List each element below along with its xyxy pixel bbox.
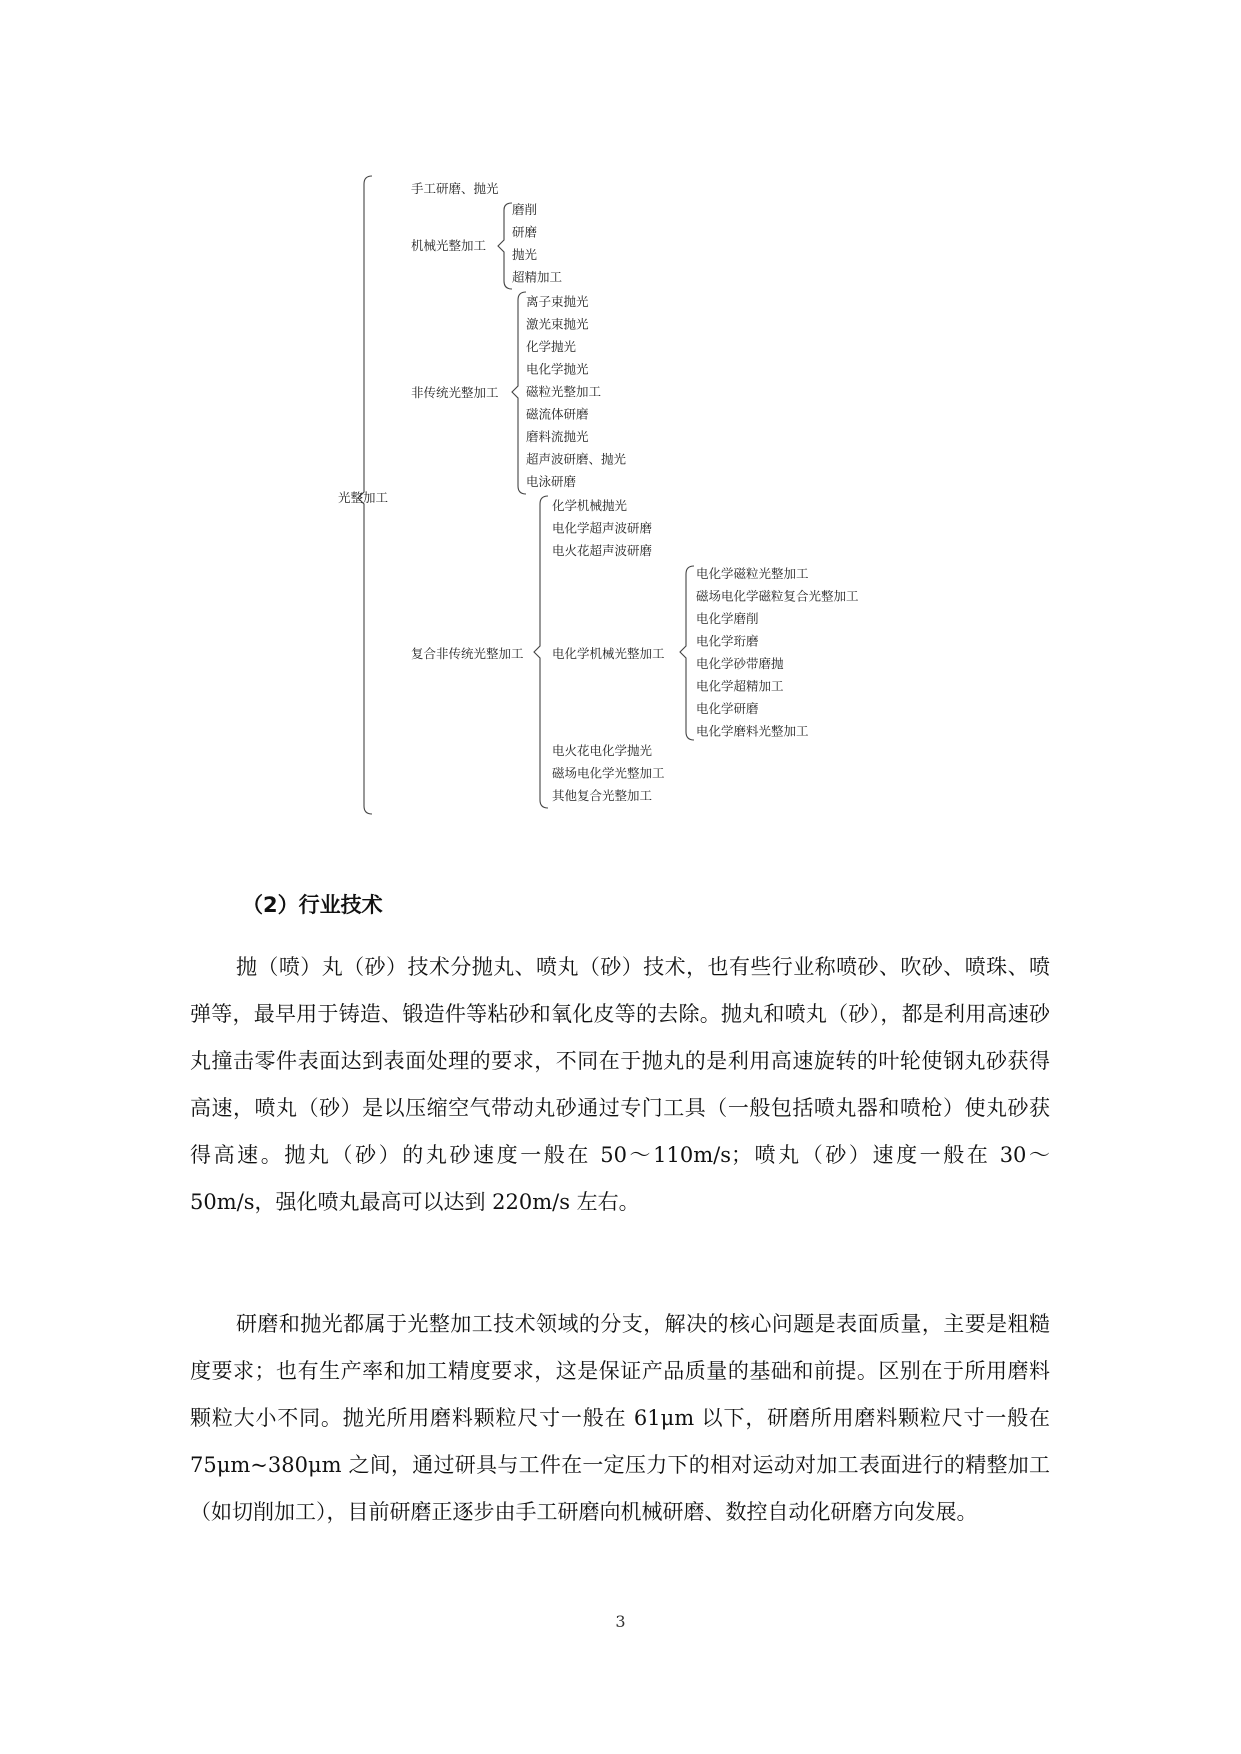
composite-item-1: 化学机械抛光	[552, 498, 628, 513]
nontrad-item-8: 超声波研磨、抛光	[526, 451, 627, 467]
section-heading: （2）行业技术	[242, 893, 383, 917]
page-number: 3	[615, 1612, 626, 1631]
nontrad-brace	[512, 292, 526, 494]
ecm-item-7: 电化学研磨	[696, 701, 759, 716]
composite-item-2: 电化学超声波研磨	[552, 520, 653, 536]
machine-item-4: 超精加工	[512, 269, 563, 285]
ecm-item-5: 电化学砂带磨抛	[696, 656, 784, 671]
ecm-label: 电化学机械光整加工	[552, 646, 665, 661]
nontrad-item-9: 电泳研磨	[526, 474, 577, 489]
nontrad-item-2: 激光束抛光	[526, 316, 589, 332]
composite-item-b-1: 电火花电化学抛光	[552, 743, 653, 758]
nontrad-item-7: 磨料流抛光	[526, 429, 589, 444]
nontrad-item-3: 化学抛光	[526, 339, 577, 354]
ecm-item-8: 电化学磨料光整加工	[696, 723, 809, 739]
nontrad-item-6: 磁流体研磨	[526, 406, 589, 422]
l1-machine: 机械光整加工	[411, 238, 487, 253]
l1-manual: 手工研磨、抛光	[411, 181, 499, 196]
classification-tree	[0, 0, 1241, 840]
composite-item-b-2: 磁场电化学光整加工	[552, 765, 665, 781]
nontrad-item-4: 电化学抛光	[526, 361, 589, 377]
ecm-item-4: 电化学珩磨	[696, 633, 759, 649]
ecm-brace	[680, 566, 694, 740]
l1-nontrad: 非传统光整加工	[411, 385, 499, 400]
composite-item-3: 电火花超声波研磨	[552, 543, 653, 558]
composite-brace	[534, 496, 548, 808]
paragraph-shot-blasting: 抛（喷）丸（砂）技术分抛丸、喷丸（砂）技术，也有些行业称喷砂、吹砂、喷珠、喷弹等，最早用于铸造、锻造件等粘砂和氧化皮等的去除。抛丸和喷丸（砂），都是利用高速砂丸撞击零件表面达到表面处理的要求，不同在于抛丸的是利用高速旋转的叶轮使钢丸砂获得高速，喷丸（砂）是以压缩空气带动丸砂通过专门工具（一般包括喷丸器和喷枪）使丸砂获得高速。抛丸（砂）的丸砂速度一般在 50～110m/s；喷丸（砂）速度一般在 30～50m/s，强化喷丸最高可以达到 220m/s 左右。	[190, 955, 1050, 1214]
nontrad-item-5: 磁粒光整加工	[526, 384, 602, 399]
machine-item-1: 磨削	[512, 202, 538, 217]
machine-brace	[498, 203, 512, 289]
root-label: 光整加工	[338, 490, 389, 505]
composite-item-b-3: 其他复合光整加工	[552, 788, 653, 803]
ecm-item-3: 电化学磨削	[696, 611, 759, 626]
l1-composite: 复合非传统光整加工	[411, 646, 524, 661]
paragraph-grinding-polishing: 研磨和抛光都属于光整加工技术领域的分支，解决的核心问题是表面质量，主要是粗糙度要求；也有生产率和加工精度要求，这是保证产品质量的基础和前提。区别在于所用磨料颗粒大小不同。抛光所用磨料颗粒尺寸一般在 61μm 以下，研磨所用磨料颗粒尺寸一般在 75μm~380μm 之间，通过研具与工件在一定压力下的相对运动对加工表面进行的精整加工（如切削加工），目前研磨正逐步由手工研磨向机械研磨、数控自动化研磨方向发展。	[190, 1312, 1050, 1524]
ecm-item-6: 电化学超精加工	[696, 678, 784, 694]
machine-item-3: 抛光	[512, 247, 538, 262]
nontrad-item-1: 离子束抛光	[526, 294, 589, 309]
ecm-item-2: 磁场电化学磁粒复合光整加工	[696, 588, 859, 604]
ecm-item-1: 电化学磁粒光整加工	[696, 566, 809, 581]
machine-item-2: 研磨	[512, 224, 538, 240]
